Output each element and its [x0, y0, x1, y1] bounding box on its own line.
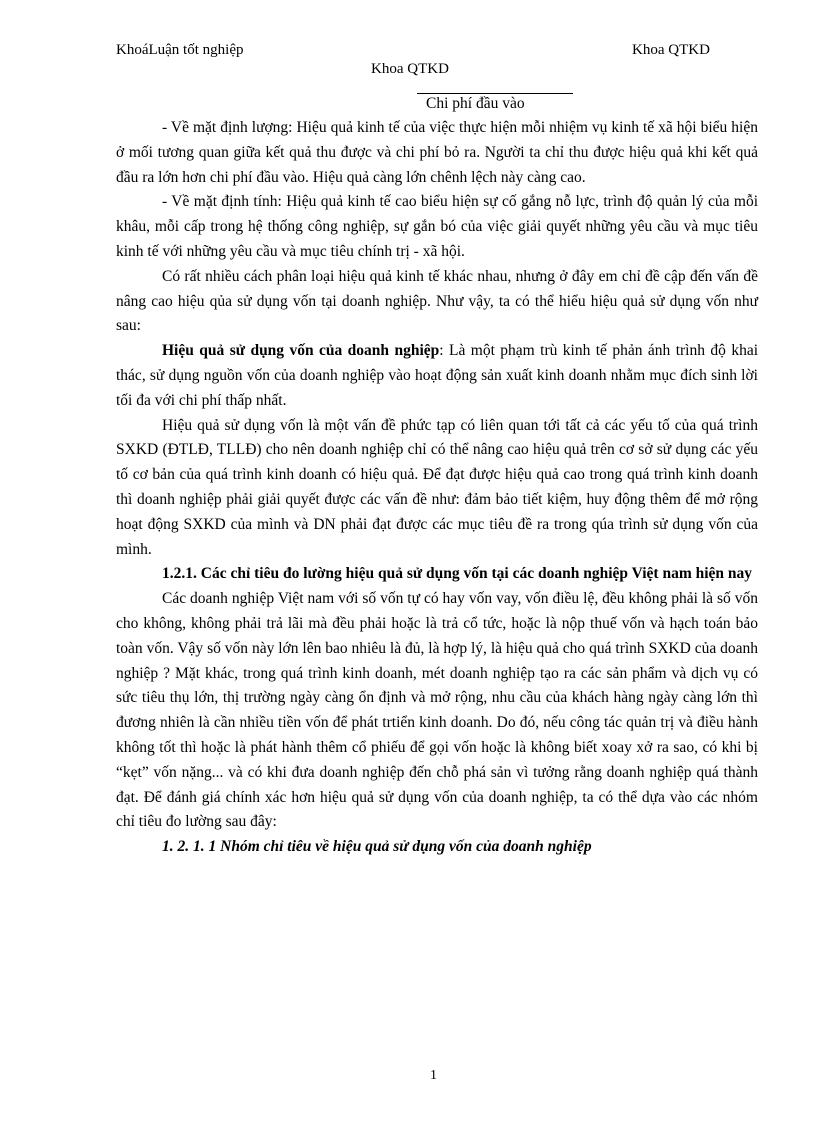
header-right-text: Khoa QTKD [632, 42, 710, 58]
document-body [116, 116, 758, 860]
section-heading-1-2-1-1: 1. 2. 1. 1 Nhóm chỉ tiêu về hiệu quả sử dụng vốn của doanh nghiệp [162, 838, 592, 856]
definition-term: Hiệu quả sử dụng vốn của doanh nghiệp [162, 342, 440, 360]
section-heading-1-2-1: 1.2.1. Các chỉ tiêu đo lường hiệu quả sử dụng vốn tại các doanh nghiệp Việt nam hiện nay [162, 565, 753, 583]
page-number: 1 [430, 1068, 437, 1083]
paragraph-qualitative: - Về mặt định tính: Hiệu quả kinh tế cao biểu hiện sự cố gắng nỗ lực, trình độ quản lý của mỗi khâu, mỗi cấp trong hệ thống công nghiệp, sự gắn bó của việc giải quyết những yêu cầu và mục tiêu kinh tế với những yêu cầu và mục tiêu chính trị - xã hội. [116, 193, 758, 260]
definition-text: : Là một phạm trù kinh tế phản ánh trình độ khai thác, sử dụng nguồn vốn của doanh nghiệp vào hoạt động sản xuất kinh doanh nhằm mục đích sinh lời tối đa với chi phí thấp nhất. [116, 342, 759, 409]
fraction-line [417, 93, 573, 94]
header-center-text: Khoa QTKD [371, 61, 449, 77]
paragraph-definition [116, 339, 758, 413]
header-left-text: KhoáLuận tốt nghiệp [116, 42, 244, 58]
paragraph-classification: Có rất nhiều cách phân loại hiệu quả kinh tế khác nhau, nhưng ở đây em chỉ đề cập đến vấn đề nâng cao hiệu qủa sử dụng vốn tại doanh nghiệp. Như vậy, ta có thể hiểu hiệu quả sử dụng vốn như sau: [116, 267, 758, 335]
paragraph-quantitative: - Về mặt định lượng: Hiệu quả kinh tế của việc thực hiện mỗi nhiệm vụ kinh tế xã hội biểu hiện ở mối tương quan giữa kết quả thu được và chi phí bỏ ra. Người ta chỉ thu được hiệu quả khi kết quả đầu ra lớn hơn chi phí đầu vào. Hiệu quả càng lớn chênh lệch này càng cao. [116, 119, 758, 186]
paragraph-vietnam-enterprises: Các doanh nghiệp Việt nam với số vốn tự có hay vốn vay, vốn điều lệ, đều không phải là số vốn cho không, không phải trả lãi mà đều phải hoặc là trả cổ tức, hoặc là nộp thuế vốn và hạch toán bảo toàn vốn. Vậy số vốn này lớn lên bao nhiêu là đủ, là hợp lý, là hiệu quả cho quá trình SXKD của doanh nghiệp ? Mặt khác, trong quá trình kinh doanh, mét doanh nghiệp tạo ra các sản phẩm và dịch vụ có sức tiêu thụ lớn, thị trường ngày càng ổn định và mở rộng, nhu cầu của khách hàng ngày càng lớn thì đương nhiên là cần nhiều tiền vốn để phát trtiển kinh doanh. Do đó, nếu công tác quản trị và điều hành không tốt thì hoặc là phát hành thêm cổ phiếu để gọi vốn hoặc là không biết xoay xở ra sao, có khi bị “kẹt” vốn nặng... và có khi đưa doanh nghiệp đến chỗ phá sản vì tưởng rằng doanh nghiệp quá thành đạt. Để đánh giá chính xác hơn hiệu quả sử dụng vốn của doanh nghiệp, ta có thể dựa vào các nhóm chỉ tiêu đo lường sau đây: [116, 590, 758, 831]
paragraph-complexity: Hiệu quả sử dụng vốn là một vấn đề phức tạp có liên quan tới tất cả các yếu tố của quá trình SXKD (ĐTLĐ, TLLĐ) cho nên doanh nghiệp chỉ có thể nâng cao hiệu quả trên cơ sở sử dụng các yếu tố cơ bản của quá trình kinh doanh có hiệu quả. Để đạt được hiệu quả cao trong quá trình kinh doanh thì doanh nghiệp phải giải quyết được các vấn đề như: đảm bảo tiết kiệm, huy động thêm để mở rộng hoạt động SXKD của mình và DN phải đạt được các mục tiêu đề ra trong qúa trình sử dụng vốn của mình. [116, 416, 758, 558]
fraction-denominator: Chi phí đầu vào [426, 95, 525, 112]
